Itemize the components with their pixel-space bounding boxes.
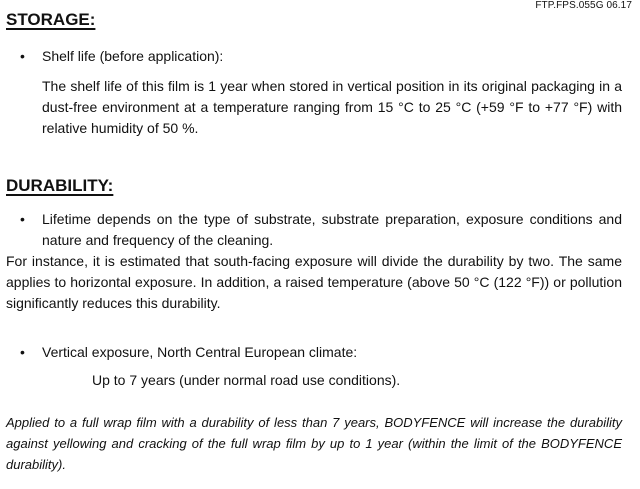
bullet-icon: • xyxy=(20,48,25,64)
durability-years: Up to 7 years (under normal road use conditions). xyxy=(92,372,401,388)
lifetime-bullet-text: Lifetime depends on the type of substrate, substrate preparation, exposure conditions and nature and frequency of the cleaning. xyxy=(42,211,622,248)
vertical-exposure-label: Vertical exposure, North Central European climate: xyxy=(42,344,358,360)
document-code: FTP.FPS.055G 06.17 xyxy=(535,0,632,11)
storage-heading: STORAGE: xyxy=(6,10,96,29)
shelf-life-body: The shelf life of this film is 1 year when stored in vertical position in its original packaging in a dust-free environment at a temperature ranging from 15 °C to 25 °C (+59 °F to +77 °F) with relative humidity of 50 %. xyxy=(42,78,622,136)
shelf-life-label: Shelf life (before application): xyxy=(42,48,224,64)
bodyfence-note: Applied to a full wrap film with a durability of less than 7 years, BODYFENCE will increase the durability against yellowing and cracking of the full wrap film by up to 1 year (within the limit of the BODYFENCE durability). xyxy=(6,415,622,472)
durability-paragraph: For instance, it is estimated that south-facing exposure will divide the durability by two. The same applies to horizontal exposure. In addition, a raised temperature (above 50 °C (122 °F)) or pollution significantly reduces this durability. xyxy=(6,253,622,311)
bullet-icon: • xyxy=(20,344,25,360)
durability-heading: DURABILITY: xyxy=(6,176,114,195)
bullet-icon: • xyxy=(20,211,25,227)
